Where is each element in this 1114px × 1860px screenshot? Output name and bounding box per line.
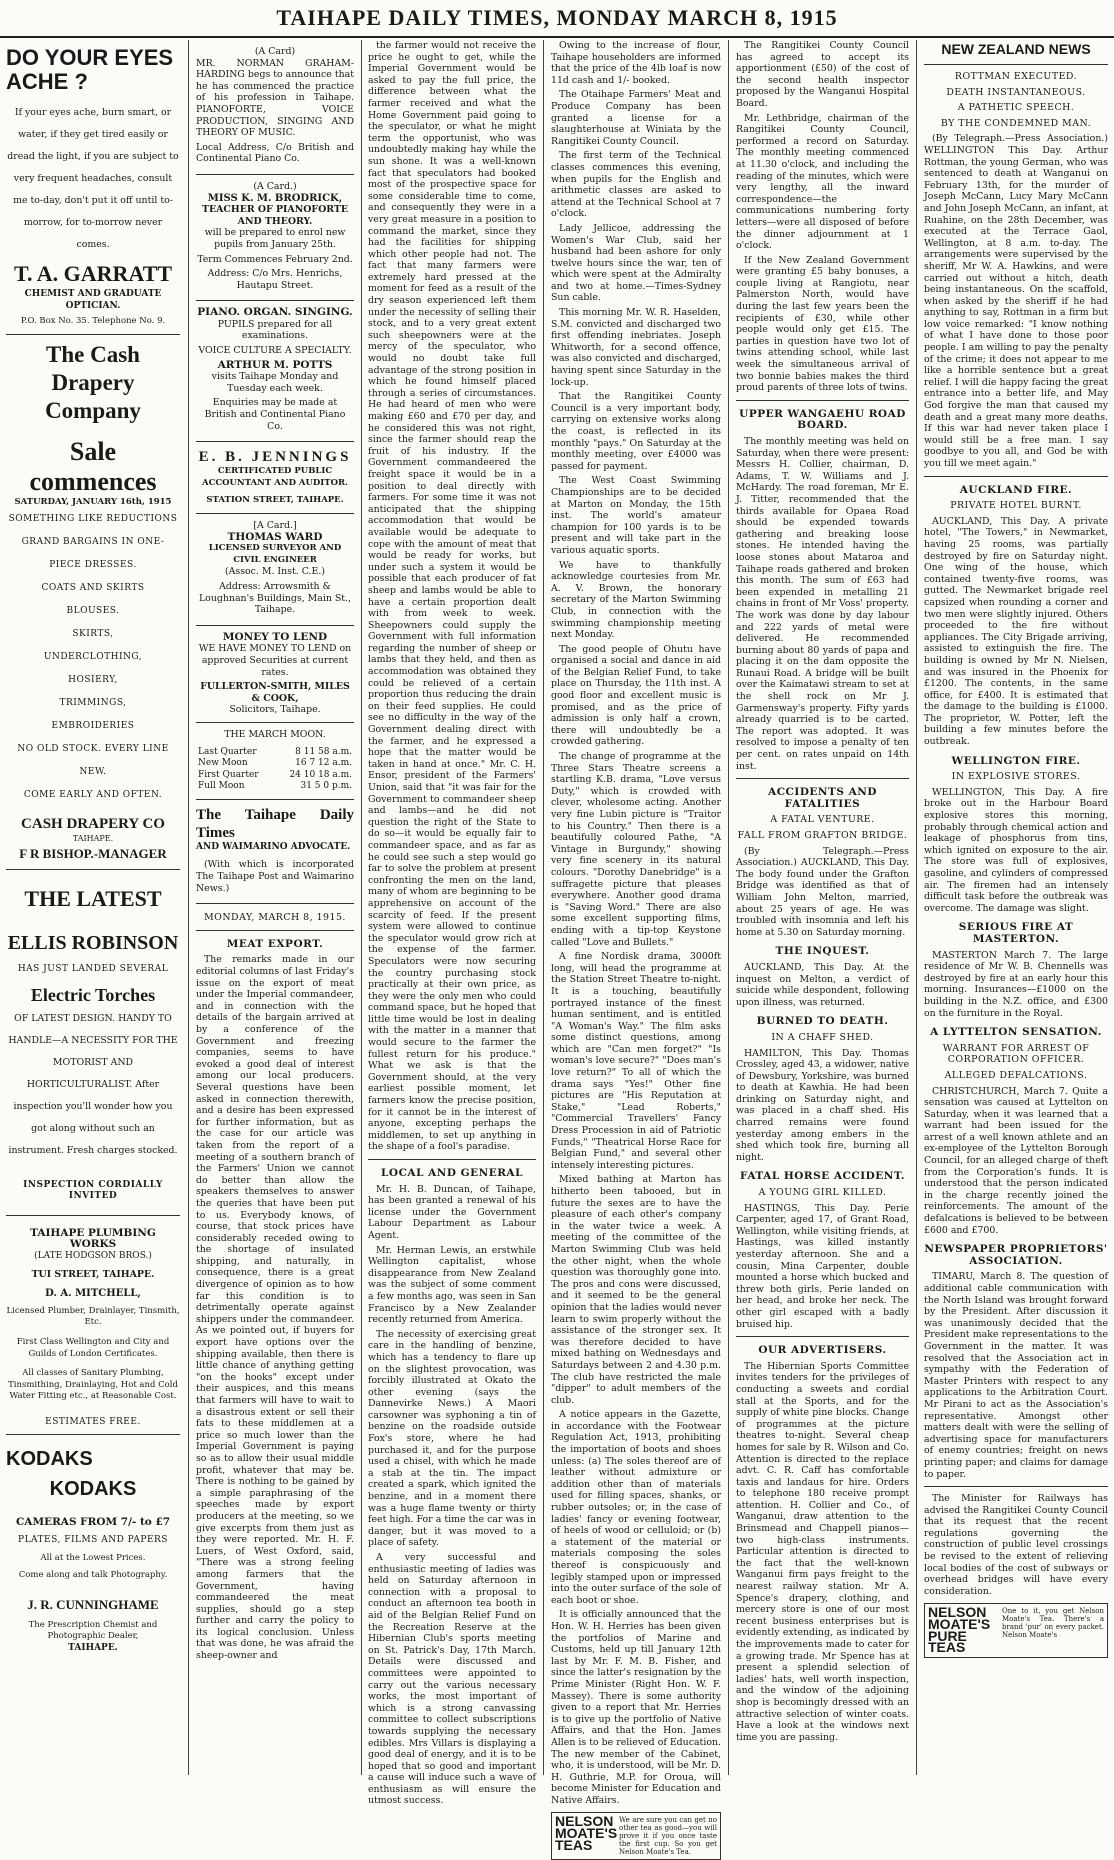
column-5 [730, 40, 915, 1775]
cash-title: The Cash Drapery Company [45, 341, 141, 423]
brodrick-term: Term Commences February 2nd. [197, 253, 353, 265]
estimates: ESTIMATES FREE. [45, 1416, 141, 1427]
prices: All at the Lowest Prices. [40, 1552, 146, 1563]
eyes-ad [6, 40, 180, 335]
wellington-fire-title: WELLINGTON FIRE. [951, 754, 1081, 767]
paper-sub: AND WAIMARINO ADVOCATE. [196, 841, 351, 852]
hotel-body: AUCKLAND, This Day. A private hotel, "The Towers," in Newmarket, having 25 rooms, was partially destroyed by fire on Saturday night. One wing of the house, which contained twenty-five rooms, was gutted. The Newmarket brigade reel capsized when rounding a corner and two men were slightly injured. Others proceeded to the fire without appliances. The City Brigade arriving, assisted to extinguish the fire. The building is owned by Mr N. Nielsen, and was insured in the Phoenix for £1200. The contents, in the same office, for £400. It is estimated that the damage to the building is £1000. The proprietor, W. Potter, left the building a few minutes before the outbreak. [924, 515, 1108, 748]
nelson-logo: NELSON MOATE'S PURE TEAS [928, 1604, 991, 1656]
local-item: The Otaihape Farmers' Meat and Produce Company has been granted a license for a slaughterhouse at Winiata by the Rangitikei County Council. [551, 89, 721, 147]
column-rule [728, 40, 729, 1775]
masterton-title: SERIOUS FIRE AT MASTERTON. [958, 921, 1074, 945]
card-label: [A Card.] [253, 520, 297, 531]
local-item: A notice appears in the Gazette, in accordance with the Footwear Regulation Act, 1913, prohibiting the importation of boots and shoes unless: (a) The soles thereof are of leather without admixture or addition other than of materials used for filling spaces, shanks, or rubber outsoles; or, in the case of ladies' fancy or evening footwear, of heels of wood or celluloid; or (b) a statement of the material or materials composing the soles thereof is conspicuously and legibly stamped upon or impressed into the outer surface of the sole of each boot or shoe. [551, 1409, 721, 1606]
piano-heading: PIANO. ORGAN. SINGING. [197, 306, 353, 319]
chaff-body: HAMILTON, This Day. Thomas Crossley, aged 43, a widower, native of Dewsbury, Yorkshire, was burned to death at Kawhia. He had been drinking on Saturday night, and was placed in a chaff shed. His charred remains were found yesterday among embers in the shed which took fire, burning all night. [736, 1047, 909, 1163]
local-item: Lady Jellicoe, addressing the Women's War Club, said her husband had been ashore for only twelve hours since the war, ten of which were spent at the Admiralty and two at home.—Times-Sydney Sun cable. [551, 222, 721, 304]
hotel-burnt: PRIVATE HOTEL BURNT. [950, 500, 1082, 512]
plumbing-name: D. A. MITCHELL, [45, 1288, 141, 1300]
potts-enquiries: Enquiries may be made at British and Continental Piano Co. [204, 397, 346, 432]
local-item: Owing to the increase of flour, Taihape householders are informed that the price of the 4lb loaf is now 11d cash and 1/- booked. [551, 40, 721, 86]
local-item: The change of programme at the Three Stars Theatre screens a startling K.B. drama, "Love versus Duty," which is crowded with clever, wholesome acting. Another very fine Lubin picture is "Traitor to his Country." Then there is a beautifully coloured Pathe, "A Vintage in Burgundy," showing very fine scenery in its natural colours. "Dorothy Danebridge" is a suffragette picture that pleases everywhere. Another good drama is "Saving Word." There are also some excellent supporting films, ending with a tip-top Keystone called "Love and Bullets." [551, 751, 721, 948]
brodrick-name: MISS K. M. BRODRICK, [207, 192, 343, 204]
ward-assoc: (Assoc. M. Inst. C.E.) [224, 566, 326, 578]
ward-name: THOMAS WARD [227, 530, 323, 543]
masterton-body: MASTERTON March 7. The large residence of Mr W. B. Chennells was destroyed by fire at an early hour this morning. Insurances—£1000 on the building in the N.Z. office, and £300 on the furniture in the Royal. [924, 949, 1108, 1019]
money-body: WE HAVE MONEY TO LEND on approved Securities at current rates. [198, 643, 352, 678]
plumbing-late: (LATE HODGSON BROS.) [34, 1250, 152, 1261]
column-2 [190, 40, 360, 1775]
column-rule [543, 40, 544, 1775]
sale-item: TRIMMINGS, [59, 698, 127, 709]
inquest-title: THE INQUEST. [775, 945, 870, 958]
road-board-title: UPPER WANGAEHU ROAD BOARD. [739, 407, 906, 432]
meat-export-body: The remarks made in our editorial columns of last Friday's issue on the export of meat under the Imperial commandeer, and in connection with the details of the bargain arrived at by a conference of the Government and freezing companies, seems to have evoked a good deal of interest among our local producers. Several questions have been asked in connection therewith, and a desire has been expressed for further information, but as the case for our article was taken from the report of a meeting of a southern branch of the Farmers' Union we cannot do better than allow the speakers themselves to answer the queries that have been put to us. Everybody knows, of course, that stock prices have considerably receded owing to the shortage of insulated shipping, and naturally, in consequence, there is a great divergence of opinion as to how far this condition is to detrimentally operate against shippers under the commandeer. As we pointed out, if buyers for export have options over the shipping available, then there is little chance of anything getting "on the hooks" except under their auspices, and this means that farmers will have to wait to a disastrous extent or sell their fats to these middlemen at a price so much lower than the Imperial Government is paying so as to allow their usual middle profit, whatever that may be. There is nothing to be gained by a simple paraphrasing of the speeches made by export producers at the meeting, so we give excerpts from them just as they were reported. Mr. H. F. Luers, of West Oxford, said, "There was a strong feeling among farmers that the Government, having commandeered the meat supplies, should go a step further and carry the policy to its logical conclusion. Unless that was done, he was afraid the sheep-owner and [196, 954, 354, 1662]
pathetic-speech: A PATHETIC SPEECH. [957, 102, 1075, 114]
sale-item: COME EARLY AND OFTEN. [23, 790, 163, 801]
moon-phase: First Quarter [198, 769, 259, 780]
plates: PLATES, FILMS AND PAPERS [18, 1535, 168, 1546]
news-item: If the New Zealand Government were granting £5 baby bonuses, a couple living at Rangiotu, near Palmerston North, would have during the last few years been the recipients of £30, while other people would only get £15. The parties in question have two lot of twins attending school, while last week the simultaneous arrival of two bonnie babies makes the third proud parents of three lots of twins. [736, 254, 909, 394]
warrant-arrest: WARRANT FOR ARREST OF CORPORATION OFFICER. [942, 1042, 1090, 1066]
plumbing-title: TAIHAPE PLUMBING WORKS [30, 1226, 156, 1251]
latest-title: THE LATEST [24, 885, 162, 911]
moon-title: THE MARCH MOON. [224, 728, 326, 740]
explosive-body: WELLINGTON, This Day. A fire broke out in the Harbour Board explosive stores this morning, probably through chemical action and leakage of phosphorus from tins, which ignited on exposure to the air. The store was full of explosives, gasoline, and cylinders of compressed air. The firemen had an intensely difficult task before the outbreak was overcome. The damage was slight. [924, 786, 1108, 914]
local-item: Mixed bathing at Marton has hitherto been tabooed, but in future the sexes are to have the pleasure of each other's company in the water twice a week. A meeting of the committee of the Marton Swimming Club was held the other night, when the whole question was thoroughly gone into. The pros and cons were discussed, and it seemed to be the general opinion that the ladies would never learn to swim properly without the assistance of the stronger sex. It was therefore decided to have mixed bathing on Wednesdays and Saturdays between 2 and 4.30 p.m. The club have restricted the male "dipper" to adult members of the club. [551, 1174, 721, 1406]
girl-body: HASTINGS, This Day. Perie Carpenter, aged 17, of Grant Road, Wellington, while visiting friends, at Hastings, was killed instantly yesterday afternoon. She and a cousin, Mina Carpenter, double mounted a horse which bucked and threw both girls. Perie landed on her head, and broke her neck. The other girl escaped with a badly bruised hip. [736, 1202, 909, 1330]
local-item: We have to thankfully acknowledge courtesies from Mr. A. V. Brown, the honorary secretary of the Marton Swimming Club, in connection with the swimming championship meeting next Monday. [551, 559, 721, 641]
rottman-body: (By Telegraph.—Press Association.) WELLINGTON This Day. Arthur Rottman, the young German, who was sentenced to death at Wanganui on February 13th, for the murder of Joseph McCann, Lucy Mary McCann and John Joseph McCann, an infant, at Ruahine, on the 28th December, was executed at the Terrace Gaol, Wellington, at 8 a.m. to-day. The arrangements were supervised by the sheriff, Mr W. A. Hawkins, and were carried out without a hitch, death being instantaneous. On the scaffold, when asked by the sheriff if he had anything to say, Rottman in a firm but low voice remarked: "I know nothing of what I have done to those poor people. I am willing to pay the penalty of the crime; it does not appear to me like a horrible sentence but a great relief. I will die happy facing the great entrance into a better life, and May God forgive the man that caused my death and a great many more deaths. If this war had never taken place I would still be a free man. I say goodbye to you all, and God be with you till we meet again." [924, 133, 1108, 469]
nelson-text: We are sure you can get no other tea as good—you will prove it if you once taste the first cup. So you get Nelson Moate's Tea. [619, 1816, 717, 1857]
brodrick-role: TEACHER OF PIANOFORTE AND THEORY. [201, 204, 349, 227]
harding-card [196, 40, 354, 175]
girl-killed: A YOUNG GIRL KILLED. [758, 1187, 887, 1199]
moon-phase: Full Moon [198, 781, 245, 792]
column-6 [918, 40, 1114, 1775]
ward-card [196, 514, 354, 626]
brodrick-address: Address: C/o Mrs. Henrichs, Hautapu Street. [207, 268, 343, 291]
local-item: A fine Nordisk drama, 3000ft long, will head the programme at the Station Street Theatre to-night. It is a touching, beautifully portrayed instance of the finest human sentiment, and is entitled "A Woman's Way." The film asks some distinct questions, among which are "Can men forget?" "Is woman's love secure?" "Does man's love return?" To all of which the drama says "Yes!" Other fine pictures are "His Reputation at Stake," "Lead Roberts," "Commercial Travellers' Fancy Dress Procession in aid of Patriotic Funds," "Theatrical Horse Race for Belgian Fund," and several other intensely interesting pictures. [551, 951, 721, 1171]
fatal-venture: A FATAL VENTURE. [770, 814, 875, 826]
come: Come along and talk Photography. [18, 1570, 168, 1581]
column-rule [916, 40, 917, 1775]
moon-table [196, 723, 354, 800]
jennings-name: E. B. JENNINGS [198, 449, 352, 466]
paper-title: The Taihape Daily Times [196, 806, 354, 841]
local-item: The necessity of exercising great care in the handling of benzine, which has a tendency to flare up on the slightest provocation, was forcibly illustrated at Okato the other evening (says the Dannevirke News.) A Maori carsowner was syphoning a tin of benzine on the roadside outside Fox's store, where he had purchased it, and for the purpose used a chisel, with which he made a stab at the tin. The impact created a spark, which ignited the benzine, and in a moment there was a huge flame twenty or thirty feet high. For a time the car was in danger, but it was moved to a place of safety. [368, 1328, 536, 1549]
column-4 [545, 40, 727, 1857]
sale-item: SKIRTS, [72, 629, 114, 640]
cunninghame-ad [6, 1435, 180, 1660]
advertisers-body: The Hibernian Sports Committee invites tenders for the privileges of conducting a sweets and cordial stall at the Sports, and for the supply of white pine blocks. Change of programmes at the picture theatres to-night. Several cheap homes for sale by R. Wilson and Co. Attention is directed to the replace advt. C. R. Caff has comfortable taxis and landaus for hire. Orders to telephone 180 receive prompt attention. H. Collier and Co., of Wanganui, draw attention to the Brinsmead and Chappell pianos—two high-class instruments. Particular attention is directed to the fact that the well-known Wanganui firm pays freight to the nearest railway station. Mr A. Spence's drapery, clothing, and mercery store is one of our most recent business enterprises but is evidently extending, as indicated by the improvements made to cater for a growing trade. Mr Spence has at present a splendid selection of ladies' hats, well worth inspection, and the window of the adjoining shop is becomingly dressed with an attractive selection of winter coats. Have a look at the windows next time you are passing. [736, 1360, 909, 1743]
plumbing-street: TUI STREET, TAIHAPE. [31, 1268, 155, 1280]
voice: VOICE CULTURE A SPECIALTY. [198, 345, 352, 357]
brodrick-body: will be prepared to enrol new pupils from January 25th. [204, 227, 346, 250]
news-item: The Rangitikei County Council has agreed to accept its apportionment (£50) of the cost of the second health inspector proposed by the Wanganui Hospital Board. [736, 40, 909, 109]
paper-note: (With which is incorporated The Taihape Post and Waimarino News.) [196, 859, 354, 894]
fullerton: FULLERTON-SMITH, MILES & COOK, [200, 681, 350, 704]
plumbing-role: Licensed Plumber, Drainlayer, Tinsmith, Etc. [6, 1305, 180, 1328]
torches: Electric Torches [30, 984, 156, 1005]
rottman-executed: ROTTMAN EXECUTED. [954, 71, 1078, 82]
local-item: This morning Mr. W. R. Haselden, S.M. convicted and discharged two first offending inebriates. Joseph Whitworth, for a second offence, was also convicted and discharged, having spent since Saturday in the lock-up. [551, 307, 721, 388]
auckland-fire-title: AUCKLAND FIRE. [959, 483, 1073, 496]
proprietors-title: NEWSPAPER PROPRIETORS' ASSOCIATION. [924, 1243, 1108, 1267]
card-label: (A Card.) [253, 180, 297, 192]
jr-town: TAIHAPE. [68, 1643, 118, 1654]
ellis-line: HAS JUST LANDED SEVERAL [17, 963, 169, 974]
moon-row [196, 781, 354, 793]
local-item: The West Coast Swimming Championships are to be decided at Marton on Monday, the 15th inst. The world's amateur champion for 100 yards is to be present and will take part in the various aquatic sports. [551, 475, 721, 556]
nelson-moate-ad [924, 1603, 1108, 1657]
local-item: Mr. Herman Lewis, an erstwhile Wellington capitalist, whose disappearance from New Zealand was the subject of some comment a few months ago, was seen in San Francisco by a New Zealander recently returned from America. [368, 1244, 536, 1326]
sale-item: SOMETHING LIKE REDUCTIONS [8, 514, 178, 525]
money-title: MONEY TO LEND [222, 630, 328, 643]
plumbing-body: All classes of Sanitary Plumbing, Tinsmithing, Drainlaying, Hot and Cold Water Fitting etc., at Reasonable Cost. [8, 1368, 178, 1402]
local-item: The first term of the Technical classes commences this evening, when pupils for the English and arithmetic classes are asked to attend at the Technical School at 7 o'clock. [551, 150, 721, 220]
meat-export-title: MEAT EXPORT. [226, 937, 324, 950]
explosive-stores: IN EXPLOSIVE STORES. [951, 771, 1081, 783]
local-item: Mr. H. B. Duncan, of Taihape, has been granted a renewal of his license under the Government Labour Department as Labour Agent. [368, 1183, 536, 1241]
sale-item: NO OLD STOCK. EVERY LINE NEW. [17, 744, 169, 778]
death-instantaneous: DEATH INSTANTANEOUS. [946, 86, 1086, 98]
garratt-name: T. A. GARRATT [13, 261, 173, 286]
condemned-man: BY THE CONDEMNED MAN. [940, 117, 1092, 129]
sale-item: GRAND BARGAINS IN ONE-PIECE DRESSES. [21, 537, 165, 571]
jennings-role: CERTIFICATED PUBLIC ACCOUNTANT AND AUDITOR. [201, 466, 349, 488]
plumbing-certs: First Class Wellington and City and Guilds of London Certificates. [16, 1336, 170, 1359]
solicitors: Solicitors, Taihape. [229, 704, 321, 716]
eyes-body: If your eyes ache, burn smart, or water, if they get tired easily or dread the light, if you are subject to very frequent headaches, consult me to-day, don't put it off until to-morrow, for to-morrow never comes. [7, 107, 179, 250]
moon-row [196, 747, 354, 759]
brodrick-card [196, 175, 354, 301]
ellis-robinson-ad [6, 870, 180, 1216]
nelson-moate-ad [551, 1812, 721, 1860]
eyes-title: DO YOUR EYES ACHE ? [6, 45, 174, 94]
horse-accident-title: FATAL HORSE ACCIDENT. [740, 1170, 905, 1183]
grafton-body: (By Telegraph.—Press Association.) AUCKLAND, This Day. The body found under the Grafton Bridge was identified as that of William John Melton, married, about 25 years of age. He was troubled with insomnia and left his home at 5.30 on Saturday morning. [736, 845, 909, 938]
jr-role: The Prescription Chemist and Photographic Dealer, [28, 1619, 158, 1642]
potts-body: visits Taihape Monday and Tuesday each week. [211, 371, 339, 394]
paper-date: MONDAY, MARCH 8, 1915. [204, 912, 346, 924]
column-1 [0, 40, 186, 1775]
local-item: A very successful and enthusiastic meeting of ladies was held on Saturday afternoon in connection with a proposal to conduct an afternoon tea booth in aid of the Belgian Relief Fund on the Recreation Reserve at the Hibernian Club's sports meeting on St. Patrick's Day, 17th March. Details were discussed and committees were appointed to carry out the various necessary works, the most important of which is a strong canvassing committee to collect subscriptions towards supplying the necessary edibles. Mrs Villars is displaying a good deal of energy, and it is to be hoped that so good and important a cause will induce such a wave of enthusiasm as will ensure the utmost success. [368, 1552, 536, 1807]
kodaks-heading: KODAKS [49, 1478, 137, 1501]
ellis-name: ELLIS ROBINSON [7, 931, 179, 954]
sale-item: BLOUSES. [66, 606, 120, 617]
sale-item: UNDERCLOTHING, [43, 652, 143, 663]
road-board-body: The monthly meeting was held on Saturday, when there were present: Messrs H. Collier, chairman, D. Adams, T. W. Williams and J. McHardy. The road foreman, Mr E. J. Titter, recommended that the thirds available for Opaea Road should be expended towards gathering and breaking loose stones. He intended having the loose stones about Mataroa and Taihape roads gathered and broken this month. The sum of £63 had been expended in metalling 21 chains in front of Mr Voss' property. The work was done by day labour and 222 yards of metal were delivered. He recommended burning about 80 yards of papa and placing it on the dam opposite the Runaui Road. A bridge will be built over the Kaimatawi stream to set at the shell rock on Mr J. Garmensway's property. Fifty yards already quarried is to be carted. The report was adopted. It was resolved to impose a penalty of ten per cent. on rates unpaid on 14th inst. [736, 436, 909, 772]
alleged-defalcations: ALLEGED DEFALCATIONS. [944, 1069, 1088, 1081]
garratt-contact: P.O. Box No. 35. Telephone No. 9. [20, 316, 166, 327]
nz-news-title: NEW ZEALAND NEWS [941, 41, 1091, 57]
paper-heading-block [196, 800, 354, 904]
harding-address: Local Address, C/o British and Continental Piano Co. [196, 141, 354, 165]
cameras: CAMERAS FROM 7/- to £7 [15, 1516, 171, 1529]
nelson-text: One to it, you get Nelson Moate's Tea. There's a brand 'pur' on every packet. Nelson Moate's [1002, 1607, 1104, 1640]
ward-address: Address: Arrowsmith & Loughnan's Buildings, Main St., Taihape. [198, 580, 352, 616]
moon-phase: Last Quarter [198, 746, 257, 757]
inquest-body: AUCKLAND, This Day. At the inquest on Melton, a verdict of suicide while despondent, following upon illness, was returned. [736, 961, 909, 1008]
local-item: The good people of Ohutu have organised a social and dance in aid of the Belgian Relief Fund, to take place on Thursday, the 11th inst. A good floor and excellent music is promised, and as the price of admission is only half a crown, there will undoubtedly be a crowded gathering. [551, 643, 721, 748]
card-label: (A Card) [254, 46, 296, 57]
masthead: TAIHAPE DAILY TIMES, MONDAY MARCH 8, 1915 [0, 0, 1114, 38]
cash-town: TAIHAPE. [72, 834, 114, 844]
jennings-address: STATION STREET, TAIHAPE. [206, 495, 344, 506]
moon-row [196, 758, 354, 770]
jennings-ad [196, 442, 354, 514]
grafton-bridge: FALL FROM GRAFTON BRIDGE. [737, 830, 908, 841]
accidents-title: ACCIDENTS AND FATALITIES [768, 786, 877, 810]
local-item: It is officially announced that the Hon. W. H. Herries has been given the portfolios of Marine and Customs, held up till January 12th last by Mr. F. M. B. Fisher, and since the latter's resignation by the Prime Minister (Right Hon. W. F. Massey). There is some authority given to a report that Mr. Herries is to give up the portfolio of Native Affairs, and that the Hon. James Allen is to be relieved of Education. The new member of the Cabinet, who, it is understood, will be Mr. D. H. Guthrie, M.P. for Oroua, will become Minister for Education and Native Affairs. [551, 1609, 721, 1806]
news-item: Mr. Lethbridge, chairman of the Rangitikei County Council, performed a record on Saturday. The monthly meeting commenced at 11.30 o'clock, and including the reading of the minutes, which were very lengthy, all the inward correspondence—the communications numbering forty letters—were all disposed of before the dinner adjournment at 1 o'clock. [736, 112, 909, 252]
cash-footer: CASH DRAPERY CO [21, 816, 165, 833]
potts-ad [196, 301, 354, 442]
ward-role: LICENSED SURVEYOR AND CIVIL ENGINEER [208, 543, 342, 565]
money-ad [196, 626, 354, 723]
chaff-shed: IN A CHAFF SHED. [771, 1031, 874, 1043]
garratt-role: CHEMIST AND GRADUATE OPTICIAN. [24, 289, 162, 311]
cash-drapery-ad [6, 335, 180, 870]
plumbing-ad [6, 1216, 180, 1436]
jr-name: J. R. CUNNINGHAME [27, 1596, 159, 1612]
column-rule [188, 40, 189, 1775]
local-general-title: LOCAL AND GENERAL [381, 1167, 523, 1179]
moon-time: 24 10 18 a.m. [289, 769, 352, 780]
lyttelton-body: CHRISTCHURCH, March 7. Quite a sensation was caused at Lyttelton on Saturday, when it was learned that a warrant had been issued for the arrest of a well known athlete and an ex-employee of the Lyttelton Borough Council, for an alleged charge of theft from the Corporation's funds. It is understood that the person indicated in the charge recently joined the reinforcements. The amount of the defalcations is believed to be between £600 and £700. [924, 1085, 1108, 1236]
moon-time: 16 7 12 a.m. [295, 758, 352, 769]
sale-item: HOSIERY, [68, 675, 118, 686]
harding-body: MR. NORMAN GRAHAM-HARDING begs to announce that he has commenced the practice of his profession in Taihape. PIANOFORTE, VOICE PRODUCTION, SINGING AND THEORY OF MUSIC. [196, 57, 354, 139]
moon-time: 8 11 58 a.m. [295, 746, 352, 757]
railways-item: The Minister for Railways has advised the Rangitikei County Council that its request that the recent regulations governing the construction of public level crossings be revised to the extent of relieving local bodies of the cost of subways or overhead bridges will have every consideration. [924, 1493, 1108, 1597]
moon-time: 31 5 0 p.m. [300, 781, 352, 792]
potts-name: ARTHUR M. POTTS [217, 358, 333, 371]
sale-date: SATURDAY, JANUARY 16th, 1915 [14, 496, 172, 507]
column-3 [362, 40, 542, 1807]
inspection: INSPECTION CORDIALLY INVITED [23, 1179, 163, 1202]
moon-phase: New Moon [198, 758, 248, 769]
nelson-logo: NELSON MOATE'S TEAS [555, 1813, 618, 1853]
sale-item: EMBROIDERIES [51, 721, 135, 732]
pupils: PUPILS prepared for all examinations. [217, 318, 333, 342]
meat-export-continued: the farmer would not receive the price he ought to get, while the Imperial Government would be asked to pay the full price, the difference between what the farmer received and what the Home Government paid going to the speculator, or what he might term the opportunist, who was undoubtedly making hay while the sun shone. It was a well-known fact that speculators had booked most of the prospective space for some considerable time to come, and consequently they were in a very great measure in a position to command the market, since they had the facilities for shipping which other people had not. The fact that many farmers were extremely hard pressed at the moment for feed as a result of the dry season experienced left them under the necessity of selling their stock, and to a very great extent such sheepowners were at the mercy of the speculator, who would no doubt take full advantage of the strong position in which he found himself placed through a series of circumstances. He had heard of men who were making £60 and £70 per day, and he considered this was not right, since the farmer should reap the fruit of his industry. If the Government commandeered the freight space it would be in a position to deal directly with farmers. For some time it was not anticipated that the shipping accommodation that would be available would be adequate to cope with the amount of meat that would be ready for works, but under such a system it would be possible that each producer of fat sheep and lambs would be able to have a certain proportion dealt with from week to week. Sheepowners could supply the Government with full information regarding the number of sheep or lambs that they held, and then as accommodation was obtained they could be relieved of a certain proportion thus reducing the drain on their feed supplies. He could see no difficulty in the way of the Government dealing direct with the farmer, and he expressed a hope that the matter would be taken in hand at once." Mr. C. H. Ensor, president of the Farmers' Union, said that "it was fair for the Government to commandeer sheep and lambs—and he did not question the right of the State to do so—it would be equally fair to commandeer space, and as far as he could see such a step would go far to solve the problem at present confronting the men on the land, many of whom are beginning to be apprehensive on account of the scarcity of feed. If the present system were allowed to continue the speculator would grow rich at the expense of the farmer. Speculators were now securing the country purchasing stock practically at their own price, as they were the only men who could command space, but he hoped that little time would be lost in dealing with the matter in a manner that would secure to the farmer the fullest return for his produce." What we ask is that the Government should, at the very earliest possible moment, let farmers know the precise position, for it cannot be in the interest of anyone, excepting perhaps the middlemen, to set up anything in the shape of a fool's paradise. [368, 40, 536, 1153]
lyttelton-title: A LYTTELTON SENSATION. [930, 1026, 1102, 1039]
sale-item: COATS AND SKIRTS [41, 583, 145, 594]
proprietors-body: TIMARU, March 8. The question of additional cable communication with the North Island was brought forward by the President. After discussion it was unanimously decided that the President make representations to the Government in the matter. It was resolved that the Association act in sympathy with the Federation of Master Printers with respect to any applications to the Arbitration Court. Mr Pirani to act as the Association's representative. Amongst other matters dealt with were the selling of advertising space for manufacturers of enemy countries; freight on news printing paper; and claims for damage to paper. [924, 1271, 1108, 1480]
cash-manager: F R BISHOP.-MANAGER [19, 845, 167, 861]
local-item: That the Rangitikei County Council is a very important body, carrying on extensive works along the coast, is reflected in its monthly "pays." On Saturday at the monthly meeting, over £4000 was passed for payment. [551, 391, 721, 472]
advertisers-title: OUR ADVERTISERS. [758, 1344, 887, 1357]
sale-title: Sale commences [29, 436, 157, 496]
moon-row [196, 770, 354, 782]
burned-title: BURNED TO DEATH. [756, 1015, 889, 1028]
torches-body: OF LATEST DESIGN. HANDY TO HANDLE—A NECESSITY FOR THE MOTORIST AND HORTICULTURALIST. After inspection you'll wonder how you got along without such an instrument. Fresh charges stocked. [8, 1012, 178, 1156]
kodaks-heading: KODAKS [6, 1448, 93, 1471]
